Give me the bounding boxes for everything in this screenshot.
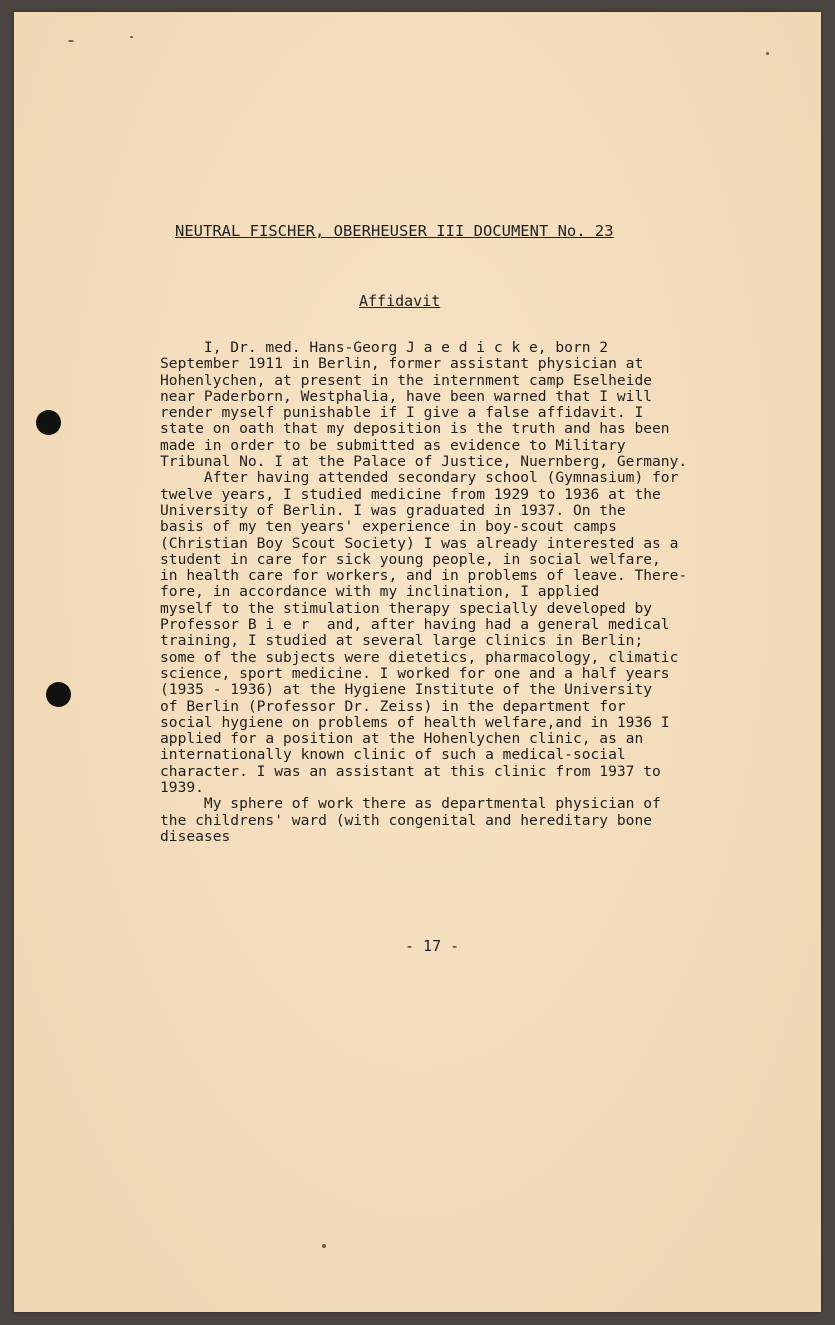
punch-hole xyxy=(46,682,71,707)
body-line: Tribunal No. I at the Palace of Justice, Nuernberg, Germany. xyxy=(160,453,688,471)
document-title: Affidavit xyxy=(359,292,441,310)
body-line: (Christian Boy Scout Society) I was already interested as a xyxy=(160,534,679,552)
body-line: Hohenlychen, at present in the internment camp Eselheide xyxy=(160,371,653,389)
body-line: September 1911 in Berlin, former assistant physician at xyxy=(160,355,644,373)
body-line: applied for a position at the Hohenlychen clinic, as an xyxy=(160,730,644,748)
body-line: internationally known clinic of such a medical-social xyxy=(160,746,626,764)
body-line: diseases xyxy=(160,827,231,845)
body-line: near Paderborn, Westphalia, have been warned that I will xyxy=(160,387,653,405)
body-line: science, sport medicine. I worked for one and a half years xyxy=(160,664,670,682)
body-line: training, I studied at several large clinics in Berlin; xyxy=(160,632,644,650)
body-line: some of the subjects were dietetics, pharmacology, climatic xyxy=(160,648,679,666)
body-line: twelve years, I studied medicine from 1929 to 1936 at the xyxy=(160,485,661,503)
body-line: made in order to be submitted as evidence to Military xyxy=(160,436,626,454)
body-line: University of Berlin. I was graduated in 1937. On the xyxy=(160,501,626,519)
body-line: Professor B i e r and, after having had a general medical xyxy=(160,616,670,634)
body-line: (1935 - 1936) at the Hygiene Institute of the University xyxy=(160,681,653,699)
body-line: social hygiene on problems of health welfare,and in 1936 I xyxy=(160,713,670,731)
paper-speck xyxy=(130,36,133,38)
body-line: state on oath that my deposition is the truth and has been xyxy=(160,420,670,438)
paper-speck xyxy=(766,52,769,55)
body-line: in health care for workers, and in problems of leave. There- xyxy=(160,567,688,585)
body-line: I, Dr. med. Hans-Georg J a e d i c k e, born 2 xyxy=(160,339,609,356)
body-line: render myself punishable if I give a false affidavit. I xyxy=(160,404,644,422)
affidavit-body xyxy=(160,340,760,845)
body-line: character. I was an assistant at this clinic from 1937 to xyxy=(160,762,661,780)
body-line: 1939. xyxy=(160,779,204,797)
body-line: fore, in accordance with my inclination, I applied xyxy=(160,583,600,601)
body-line: After having attended secondary school (Gymnasium) for xyxy=(160,469,679,487)
body-line: student in care for sick young people, in social welfare, xyxy=(160,550,661,568)
document-header: NEUTRAL FISCHER, OBERHEUSER III DOCUMENT No. 23 xyxy=(175,222,614,240)
body-line: of Berlin (Professor Dr. Zeiss) in the department for xyxy=(160,697,626,715)
body-line: the childrens' ward (with congenital and hereditary bone xyxy=(160,811,653,829)
body-line: basis of my ten years' experience in boy-scout camps xyxy=(160,518,617,536)
paper-speck xyxy=(68,40,74,42)
body-line: My sphere of work there as departmental physician of xyxy=(160,795,661,813)
punch-hole xyxy=(36,410,61,435)
page-number: - 17 - xyxy=(405,937,460,955)
paper-speck xyxy=(322,1244,326,1248)
body-line: myself to the stimulation therapy specially developed by xyxy=(160,599,653,617)
